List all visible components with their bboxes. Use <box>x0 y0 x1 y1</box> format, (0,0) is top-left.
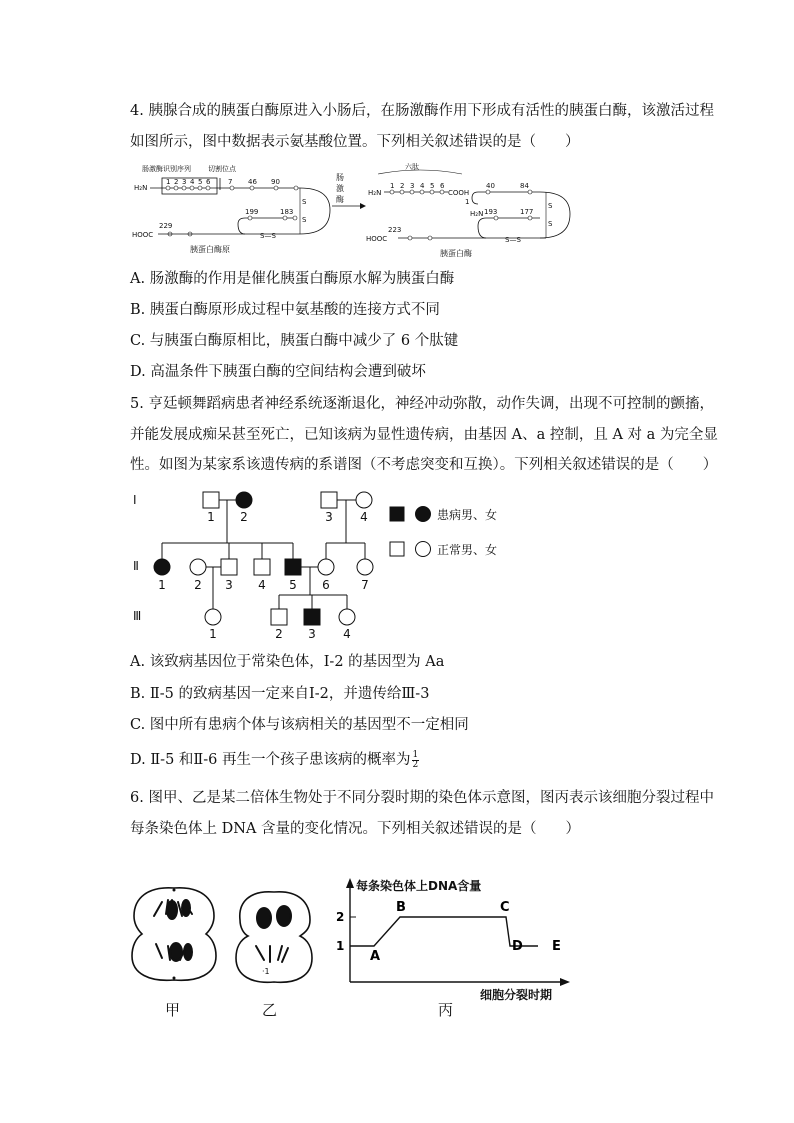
gen-2-label: Ⅱ <box>133 559 139 573</box>
svg-text:5: 5 <box>198 178 203 186</box>
svg-text:S—S: S—S <box>505 236 521 244</box>
svg-text:229: 229 <box>159 222 173 230</box>
svg-text:1: 1 <box>166 178 171 186</box>
svg-text:H₂N: H₂N <box>368 189 382 197</box>
q4-stem-line2: 如图所示，图中数据表示氨基酸位置。下列相关叙述错误的是（ ） <box>130 134 580 150</box>
svg-text:3: 3 <box>325 510 333 524</box>
svg-text:·1: ·1 <box>262 967 270 976</box>
legend-affected-male <box>390 507 404 521</box>
svg-text:1: 1 <box>390 182 395 190</box>
svg-text:4: 4 <box>343 627 351 641</box>
svg-text:223: 223 <box>388 226 402 234</box>
svg-text:HOOC: HOOC <box>366 235 388 243</box>
chart-point-label-A: A <box>370 949 381 964</box>
svg-text:6: 6 <box>322 578 330 592</box>
svg-text:7: 7 <box>228 178 233 186</box>
svg-text:6: 6 <box>440 182 445 190</box>
svg-text:5: 5 <box>430 182 435 190</box>
svg-text:2: 2 <box>275 627 283 641</box>
chart-point-label-B: B <box>396 900 406 915</box>
II-4-male <box>254 559 270 575</box>
svg-text:199: 199 <box>245 208 259 216</box>
svg-text:3: 3 <box>225 578 233 592</box>
III-4-female <box>339 609 355 625</box>
II-5-male-affected <box>285 559 301 575</box>
svg-text:1: 1 <box>465 198 470 206</box>
svg-text:84: 84 <box>520 182 529 190</box>
legend-normal-text: 正常男、女 <box>437 543 498 557</box>
svg-text:6: 6 <box>206 178 211 186</box>
legend-normal-female <box>416 542 431 557</box>
svg-text:1: 1 <box>209 627 217 641</box>
q5-stem-line1: 5. 亨廷顿舞蹈病患者神经系统逐渐退化，神经冲动弥散，动作失调，出现不可控制的颤搐， <box>130 396 714 412</box>
svg-text:183: 183 <box>280 208 294 216</box>
I-2-female-affected <box>236 492 252 508</box>
q4-option-b[interactable]: B. 胰蛋白酶原形成过程中氨基酸的连接方式不同 <box>130 302 440 318</box>
chart-y-arrow <box>346 878 354 888</box>
svg-text:S: S <box>548 202 553 210</box>
chart-ytick-1: 1 <box>336 939 345 953</box>
q5-option-b[interactable]: B. Ⅱ-5 的致病基因一定来自Ⅰ-2，并遗传给Ⅲ-3 <box>130 686 430 702</box>
I-1-male <box>203 492 219 508</box>
q4-recog-label: 肠激酶识别序列 <box>142 165 191 173</box>
chart-point-label-D: D <box>512 939 523 954</box>
chart-ylabel: 每条染色体上DNA含量 <box>356 879 482 893</box>
svg-text:COOH: COOH <box>448 189 470 197</box>
legend-affected-female <box>416 507 431 522</box>
gen-3-label: Ⅲ <box>133 609 142 623</box>
svg-text:3: 3 <box>182 178 187 186</box>
q4-cut-label: 切割位点 <box>208 165 236 173</box>
cell-yi-image <box>232 888 316 986</box>
svg-text:2: 2 <box>400 182 405 190</box>
svg-text:90: 90 <box>271 178 280 186</box>
svg-text:2: 2 <box>174 178 179 186</box>
q4-nterm: H₂N <box>134 184 148 192</box>
fraction-one-half: $\frac{1}{2}$ <box>412 749 419 770</box>
q5-stem-line3: 性。如图为某家系该遗传病的系谱图（不考虑突变和互换）。下列相关叙述错误的是（ ） <box>130 457 718 473</box>
chart-ytick-2: 2 <box>336 910 345 924</box>
svg-text:H₂N: H₂N <box>470 210 484 218</box>
dna-content-chart <box>330 874 580 1004</box>
svg-text:2: 2 <box>240 510 248 524</box>
q5-stem-line2: 并能发展成痴呆甚至死亡，已知该病为显性遗传病，由基因 A、a 控制，且 A 对 a 为完全显 <box>130 427 718 443</box>
svg-text:7: 7 <box>361 578 369 592</box>
svg-text:3: 3 <box>308 627 316 641</box>
q4-seq-nums <box>166 178 211 186</box>
q5-option-a[interactable]: A. 该致病基因位于常染色体，Ⅰ-2 的基因型为 Aa <box>130 654 445 670</box>
chart-x-arrow <box>560 978 570 986</box>
q4-option-a[interactable]: A. 肠激酶的作用是催化胰蛋白酶原水解为胰蛋白酶 <box>130 271 455 287</box>
svg-text:肠: 肠 <box>336 173 344 182</box>
svg-text:177: 177 <box>520 208 534 216</box>
q4-option-c[interactable]: C. 与胰蛋白酶原相比，胰蛋白酶中减少了 6 个肽键 <box>130 333 459 349</box>
gen-1-label: Ⅰ <box>133 493 137 507</box>
svg-text:4: 4 <box>190 178 195 186</box>
svg-text:3: 3 <box>410 182 415 190</box>
svg-text:1: 1 <box>207 510 215 524</box>
q4-stem-line1: 4. 胰腺合成的胰蛋白酶原进入小肠后，在肠激酶作用下形成有活性的胰蛋白酶，该激活过程 <box>130 103 714 119</box>
legend-normal-male <box>390 542 404 556</box>
svg-text:40: 40 <box>486 182 495 190</box>
q4-left-caption: 胰蛋白酶原 <box>190 245 230 254</box>
svg-text:4: 4 <box>258 578 266 592</box>
chart-point-label-C: C <box>500 900 510 915</box>
svg-text:1: 1 <box>158 578 166 592</box>
svg-text:2: 2 <box>194 578 202 592</box>
cell-jia-image <box>128 884 220 984</box>
III-3-male-affected <box>304 609 320 625</box>
svg-text:S: S <box>548 220 553 228</box>
II-7-female <box>357 559 373 575</box>
svg-text:46: 46 <box>248 178 257 186</box>
chart-point-label-E: E <box>552 939 561 954</box>
svg-text:S: S <box>302 216 307 224</box>
II-2-female <box>190 559 206 575</box>
q4-right-caption: 胰蛋白酶 <box>440 249 472 258</box>
svg-text:酶: 酶 <box>336 195 344 204</box>
cell-yi-label: 乙 <box>262 1001 278 1019</box>
q5-option-d[interactable]: D. Ⅱ-5 和Ⅱ-6 再生一个孩子患该病的概率为 $\frac{1}{2}$ <box>130 749 419 770</box>
svg-text:5: 5 <box>289 578 297 592</box>
q6-stem-line1: 6. 图甲、乙是某二倍体生物处于不同分裂时期的染色体示意图，图丙表示该细胞分裂过程中 <box>130 790 714 806</box>
q5-option-c[interactable]: C. 图中所有患病个体与该病相关的基因型不一定相同 <box>130 717 469 733</box>
svg-text:激: 激 <box>336 184 344 193</box>
I-4-female <box>356 492 372 508</box>
legend-affected-text: 患病男、女 <box>437 508 498 522</box>
svg-text:193: 193 <box>484 208 498 216</box>
cell-jia-label: 甲 <box>165 1001 181 1019</box>
q4-hexapeptide-label: 六肽 <box>405 163 419 171</box>
q6-stem-line2: 每条染色体上 DNA 含量的变化情况。下列相关叙述错误的是（ ） <box>130 821 581 837</box>
II-1-female-affected <box>154 559 170 575</box>
I-3-male <box>321 492 337 508</box>
chart-xlabel: 细胞分裂时期 <box>480 988 553 1002</box>
svg-text:S—S: S—S <box>260 232 276 240</box>
q4-option-d[interactable]: D. 高温条件下胰蛋白酶的空间结构会遭到破坏 <box>130 364 426 380</box>
svg-text:HOOC: HOOC <box>132 231 154 239</box>
q5-pedigree <box>125 485 525 645</box>
svg-text:S: S <box>302 198 307 206</box>
cell-bing-label: 丙 <box>438 1001 454 1019</box>
q4-figure <box>130 160 600 260</box>
II-3-male <box>221 559 237 575</box>
chart-series-line <box>350 917 538 946</box>
svg-text:4: 4 <box>360 510 368 524</box>
II-6-female <box>318 559 334 575</box>
III-1-female <box>205 609 221 625</box>
svg-text:4: 4 <box>420 182 425 190</box>
III-2-male <box>271 609 287 625</box>
